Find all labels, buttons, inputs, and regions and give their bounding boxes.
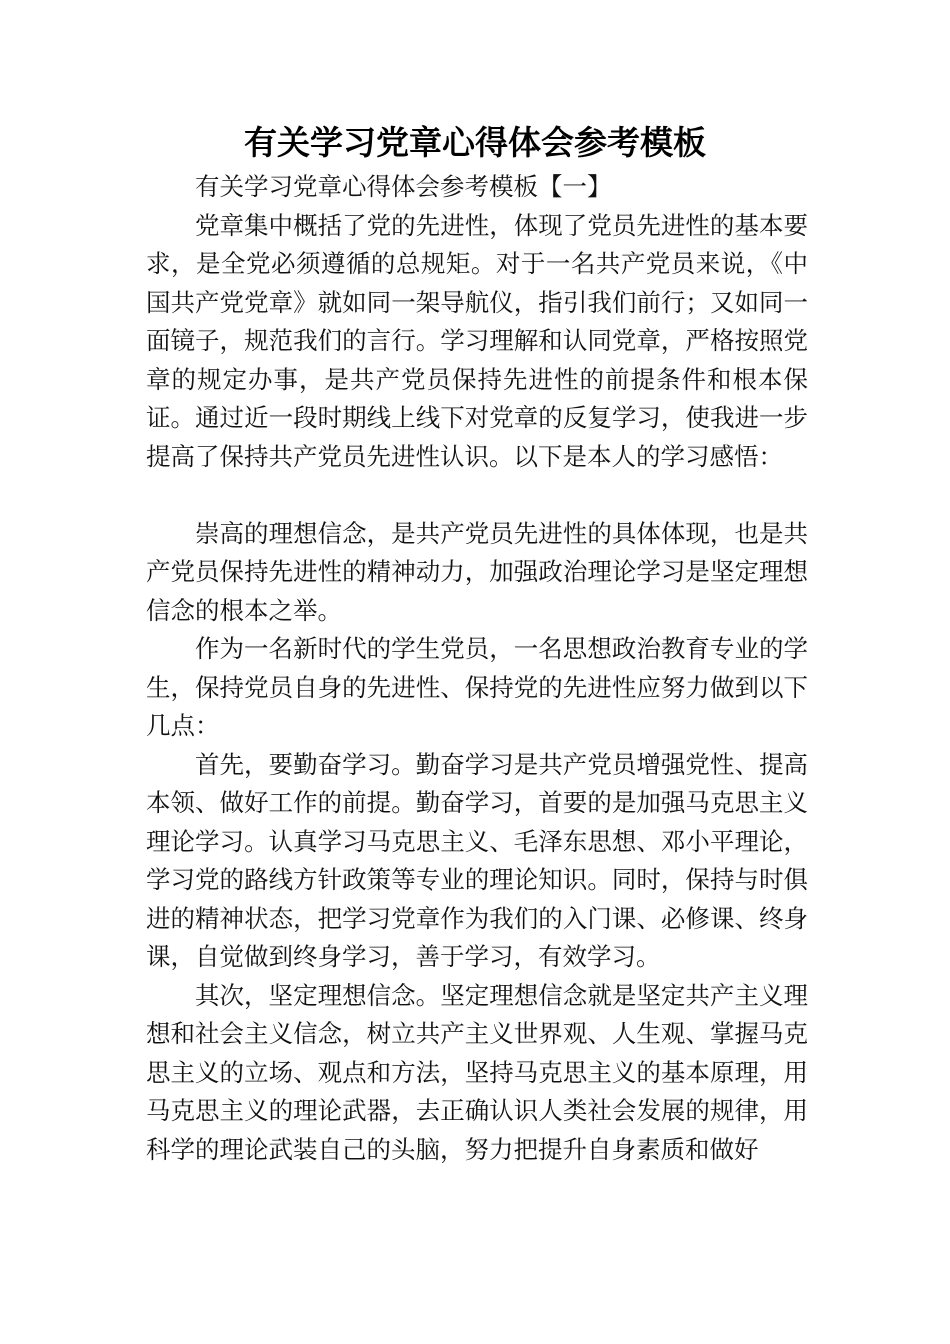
document-body bbox=[146, 168, 808, 1169]
paragraph-intro: 党章集中概括了党的先进性，体现了党员先进性的基本要求，是全党必须遵循的总规矩。对于一名共产党员来说，《中国共产党党章》就如同一架导航仪，指引我们前行；又如同一面镜子，规范我们的言行。学习理解和认同党章，严格按照党章的规定办事，是共产党员保持先进性的前提条件和根本保证。通过近一段时期线上线下对党章的反复学习，使我进一步提高了保持共产党员先进性认识。以下是本人的学习感悟： bbox=[146, 210, 808, 471]
paragraph-ideals: 崇高的理想信念，是共产党员先进性的具体体现，也是共产党员保持先进性的精神动力，加强政治理论学习是坚定理想信念的根本之举。 bbox=[146, 518, 808, 625]
document-title: 有关学习党章心得体会参考模板 bbox=[244, 123, 706, 162]
paragraph-second-point: 其次，坚定理想信念。坚定理想信念就是坚定共产主义理想和社会主义信念，树立共产主义世界观、人生观、掌握马克思主义的立场、观点和方法，坚持马克思主义的基本原理，用马克思主义的理论武器，去正确认识人类社会发展的规律，用科学的理论武装自己的头脑，努力把提升自身素质和做好 bbox=[146, 980, 808, 1164]
paragraph-student-member: 作为一名新时代的学生党员，一名思想政治教育专业的学生，保持党员自身的先进性、保持党的先进性应努力做到以下几点： bbox=[146, 634, 808, 740]
paragraph-first-point: 首先，要勤奋学习。勤奋学习是共产党员增强党性、提高本领、做好工作的前提。勤奋学习，首要的是加强马克思主义理论学习。认真学习马克思主义、毛泽东思想、邓小平理论，学习党的路线方针政策等专业的理论知识。同时，保持与时俱进的精神状态，把学习党章作为我们的入门课、必修课、终身课，自觉做到终身学习，善于学习，有效学习。 bbox=[146, 749, 808, 971]
paragraph-blank bbox=[146, 476, 808, 515]
paragraph-subtitle: 有关学习党章心得体会参考模板【一】 bbox=[195, 172, 612, 201]
